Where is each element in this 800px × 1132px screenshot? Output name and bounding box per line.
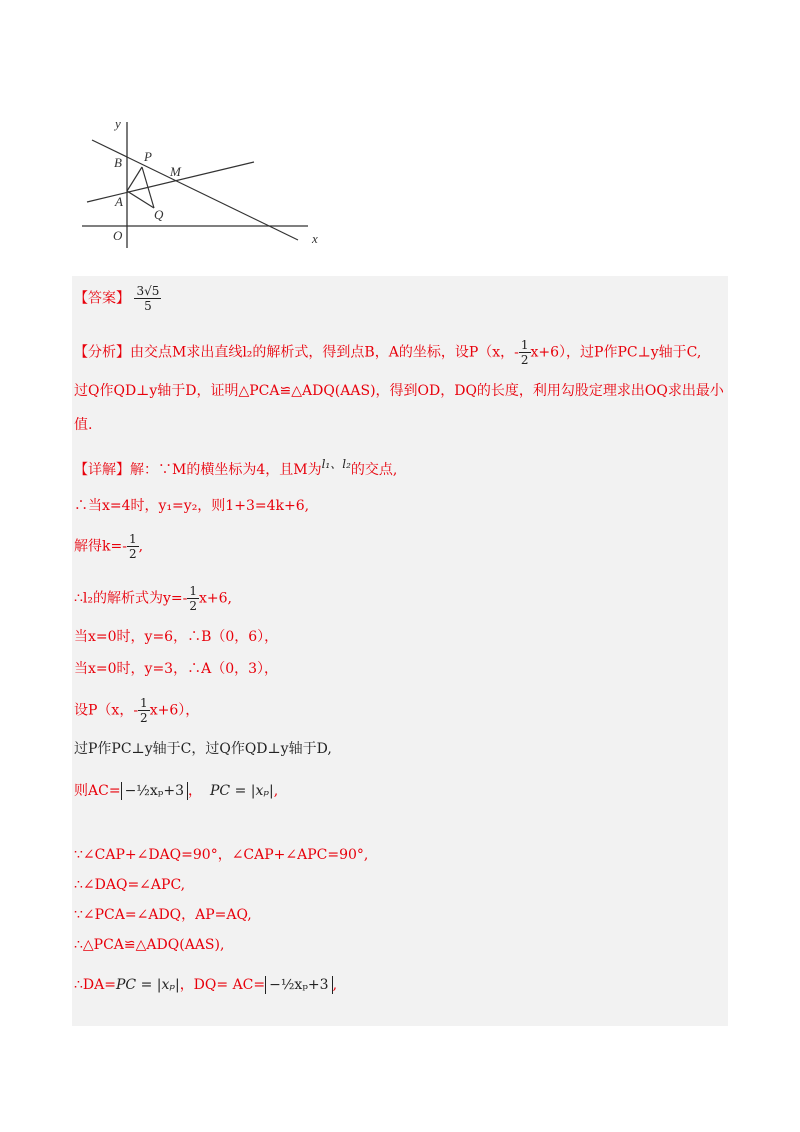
detail-line-8: 过P作PC⊥y轴于C，过Q作QD⊥y轴于D, (74, 741, 332, 757)
answer-line (74, 284, 161, 313)
detail-line-11: ∴∠DAQ=∠APC, (74, 877, 186, 893)
answer-denominator: 5 (144, 299, 152, 313)
analysis-fraction: $\frac{1}{2}$ (520, 338, 529, 367)
analysis-line-2: 过Q作QD⊥y轴于D，证明△PCA≌△ADQ(AAS)，得到OD，DQ的长度，利用勾股定理求出OQ求出最小 (74, 383, 724, 399)
label-m: M (170, 164, 181, 179)
detail-da-abs: PC = |xₚ| (115, 977, 180, 993)
analysis-tag: 【分析】 (74, 344, 130, 361)
detail-l1-l2: l₁、l₂ (321, 457, 351, 471)
detail-line-6: 当x=0时，y=3，∴A（0，3）， (74, 661, 279, 677)
detail-line-14: ∴DA=PC = |xₚ|，DQ= AC= −½xₚ+3 , (74, 977, 338, 993)
detail-line-2: ∴当x=4时，y₁=y₂，则1+3=4k+6, (74, 498, 310, 514)
detail-fraction-l2: $\frac{1}{2}$ (189, 584, 198, 613)
label-x: x (312, 231, 318, 246)
label-a: A (115, 194, 123, 209)
detail-dq-abs: −½xₚ+3 (265, 976, 332, 994)
detail-fraction-p: $\frac{1}{2}$ (140, 696, 148, 725)
analysis-line-1 (74, 338, 701, 367)
detail-tag: 【详解】 (74, 462, 130, 478)
detail-line-9: 则AC= −½xₚ+3 ， PC = |xₚ|, (74, 783, 279, 799)
label-o: O (113, 228, 123, 243)
detail-line-10: ∵∠CAP+∠DAQ=90°，∠CAP+∠APC=90°, (74, 847, 369, 863)
detail-line-13: ∴△PCA≌△ADQ(AAS), (74, 937, 225, 953)
detail-fraction-k: $\frac{1}{2}$ (128, 532, 137, 561)
analysis-text-1-tail: x+6），过P作PC⊥y轴于C, (530, 344, 702, 361)
segment-ap (127, 167, 142, 191)
detail-line-4: ∴l₂的解析式为y=- $\frac{1}{2}$ x+6, (74, 584, 232, 613)
label-y: y (115, 116, 121, 131)
answer-tag: 【答案】 (74, 290, 130, 307)
analysis-line-3: 值. (74, 417, 93, 433)
detail-line-12: ∵∠PCA=∠ADQ，AP=AQ, (74, 907, 252, 923)
analysis-text-1: 由交点M求出直线l₂的解析式，得到点B，A的坐标，设P（x，- (130, 344, 519, 361)
figure-svg (82, 112, 322, 252)
label-b: B (114, 155, 122, 170)
detail-line-1: 【详解】解：∵M的横坐标为4，且M为l₁、l₂的交点, (74, 457, 398, 478)
answer-fraction (134, 284, 161, 313)
detail-ac-abs: −½xₚ+3 (121, 782, 188, 800)
label-q: Q (154, 207, 164, 222)
label-p: P (144, 149, 152, 164)
line-l1 (92, 140, 298, 240)
detail-line-3: 解得k=- $\frac{1}{2}$ , (74, 532, 144, 561)
coordinate-figure (82, 112, 322, 252)
detail-line-5: 当x=0时，y=6，∴B（0，6）， (74, 629, 279, 645)
detail-line-7: 设P（x，- $\frac{1}{2}$ x+6）， (74, 696, 200, 725)
answer-numerator: 3√5 (136, 284, 160, 298)
detail-pc-abs: PC = |xₚ| (210, 783, 274, 799)
